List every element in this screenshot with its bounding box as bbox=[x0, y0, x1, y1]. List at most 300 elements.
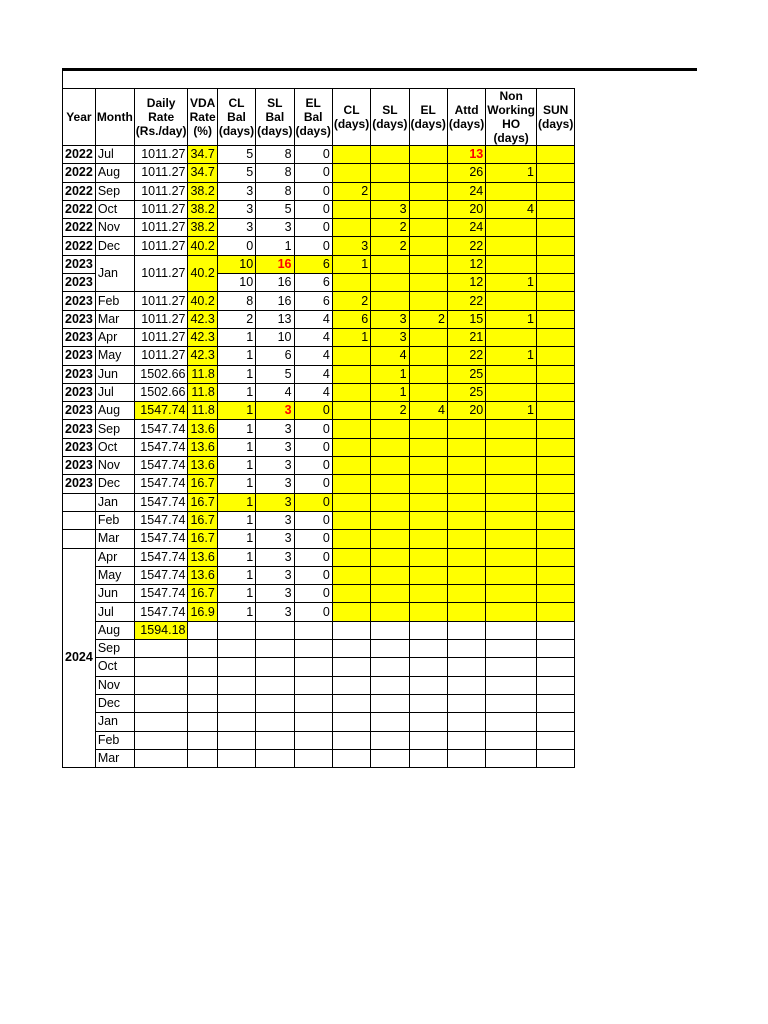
cell-elb: 0 bbox=[294, 237, 332, 255]
cell-sun bbox=[537, 146, 575, 164]
cell-sl: 1 bbox=[371, 383, 409, 401]
cell-clb: 1 bbox=[217, 603, 255, 621]
table-row bbox=[63, 146, 575, 164]
cell-clb: 5 bbox=[217, 164, 255, 182]
header-row bbox=[63, 89, 575, 146]
cell-month: Apr bbox=[95, 328, 134, 346]
cell-cl bbox=[332, 420, 370, 438]
cell-slb: 10 bbox=[256, 328, 294, 346]
cell-attd bbox=[447, 731, 485, 749]
cell-month: Sep bbox=[95, 182, 134, 200]
table-row bbox=[63, 566, 575, 584]
table-row bbox=[63, 676, 575, 694]
cell-el bbox=[409, 328, 447, 346]
cell-attd bbox=[447, 621, 485, 639]
header-sun: SUN (days) bbox=[537, 89, 575, 146]
cell-sl bbox=[371, 640, 409, 658]
cell-rate: 1011.27 bbox=[134, 219, 188, 237]
cell-slb: 6 bbox=[256, 347, 294, 365]
cell-slb: 8 bbox=[256, 146, 294, 164]
cell-sun bbox=[537, 237, 575, 255]
cell-rate bbox=[134, 749, 188, 767]
cell-month: Jan bbox=[95, 493, 134, 511]
cell-vda: 13.6 bbox=[188, 457, 217, 475]
table-row bbox=[63, 200, 575, 218]
cell-rate bbox=[134, 658, 188, 676]
cell-vda: 16.7 bbox=[188, 511, 217, 529]
table-row bbox=[63, 237, 575, 255]
cell-elb: 0 bbox=[294, 475, 332, 493]
cell-cl bbox=[332, 164, 370, 182]
table-row bbox=[63, 493, 575, 511]
cell-clb: 1 bbox=[217, 328, 255, 346]
cell-attd bbox=[447, 585, 485, 603]
cell-el bbox=[409, 457, 447, 475]
header-vda-rate: VDA Rate (%) bbox=[188, 89, 217, 146]
cell-attd bbox=[447, 475, 485, 493]
cell-month: Oct bbox=[95, 438, 134, 456]
cell-attd bbox=[447, 658, 485, 676]
cell-rate: 1011.27 bbox=[134, 292, 188, 310]
table-row bbox=[63, 420, 575, 438]
cell-sun bbox=[537, 420, 575, 438]
cell-elb: 4 bbox=[294, 328, 332, 346]
cell-cl bbox=[332, 731, 370, 749]
cell-nwh: 4 bbox=[486, 200, 537, 218]
cell-sun bbox=[537, 328, 575, 346]
cell-cl: 1 bbox=[332, 255, 370, 273]
cell-clb bbox=[217, 694, 255, 712]
cell-slb: 5 bbox=[256, 365, 294, 383]
cell-clb: 1 bbox=[217, 585, 255, 603]
cell-clb bbox=[217, 676, 255, 694]
cell-month: May bbox=[95, 347, 134, 365]
cell-elb bbox=[294, 676, 332, 694]
cell-clb: 1 bbox=[217, 347, 255, 365]
cell-nwh bbox=[486, 694, 537, 712]
cell-sun bbox=[537, 310, 575, 328]
cell-rate: 1011.27 bbox=[134, 347, 188, 365]
cell-el bbox=[409, 438, 447, 456]
cell-sl bbox=[371, 475, 409, 493]
cell-nwh bbox=[486, 731, 537, 749]
cell-slb: 3 bbox=[256, 457, 294, 475]
cell-cl bbox=[332, 402, 370, 420]
cell-cl: 2 bbox=[332, 182, 370, 200]
table-row bbox=[63, 713, 575, 731]
cell-year: 2023 bbox=[63, 383, 96, 401]
cell-vda bbox=[188, 676, 217, 694]
cell-nwh bbox=[486, 365, 537, 383]
cell-slb: 3 bbox=[256, 566, 294, 584]
cell-vda: 42.3 bbox=[188, 310, 217, 328]
cell-nwh bbox=[486, 713, 537, 731]
cell-el bbox=[409, 713, 447, 731]
cell-sun bbox=[537, 713, 575, 731]
cell-slb: 16 bbox=[256, 274, 294, 292]
cell-vda: 38.2 bbox=[188, 219, 217, 237]
cell-month: Jan bbox=[95, 713, 134, 731]
cell-nwh bbox=[486, 420, 537, 438]
cell-cl bbox=[332, 438, 370, 456]
table-row bbox=[63, 310, 575, 328]
cell-attd: 25 bbox=[447, 383, 485, 401]
cell-month: Jan bbox=[95, 255, 134, 292]
cell-elb: 6 bbox=[294, 292, 332, 310]
cell-sl bbox=[371, 292, 409, 310]
cell-slb: 3 bbox=[256, 493, 294, 511]
cell-sun bbox=[537, 548, 575, 566]
cell-slb: 3 bbox=[256, 511, 294, 529]
cell-clb: 10 bbox=[217, 255, 255, 273]
cell-sun bbox=[537, 585, 575, 603]
cell-year: 2022 bbox=[63, 200, 96, 218]
cell-elb: 0 bbox=[294, 511, 332, 529]
cell-el bbox=[409, 530, 447, 548]
cell-clb: 1 bbox=[217, 548, 255, 566]
cell-clb: 2 bbox=[217, 310, 255, 328]
cell-clb: 1 bbox=[217, 475, 255, 493]
cell-year: 2023 bbox=[63, 420, 96, 438]
table-row bbox=[63, 621, 575, 639]
cell-el bbox=[409, 274, 447, 292]
cell-month: Feb bbox=[95, 511, 134, 529]
cell-el bbox=[409, 676, 447, 694]
header-attd: Attd (days) bbox=[447, 89, 485, 146]
cell-slb bbox=[256, 749, 294, 767]
cell-slb: 3 bbox=[256, 219, 294, 237]
table-row bbox=[63, 585, 575, 603]
cell-rate: 1011.27 bbox=[134, 237, 188, 255]
cell-sun bbox=[537, 493, 575, 511]
cell-nwh bbox=[486, 493, 537, 511]
cell-cl bbox=[332, 365, 370, 383]
cell-rate: 1547.74 bbox=[134, 475, 188, 493]
cell-attd bbox=[447, 640, 485, 658]
cell-nwh: 1 bbox=[486, 347, 537, 365]
cell-sun bbox=[537, 182, 575, 200]
cell-elb: 0 bbox=[294, 530, 332, 548]
cell-vda bbox=[188, 731, 217, 749]
cell-elb: 0 bbox=[294, 457, 332, 475]
cell-sl: 2 bbox=[371, 219, 409, 237]
cell-nwh bbox=[486, 438, 537, 456]
cell-vda: 11.8 bbox=[188, 402, 217, 420]
cell-month: Apr bbox=[95, 548, 134, 566]
cell-cl bbox=[332, 640, 370, 658]
cell-month: Aug bbox=[95, 621, 134, 639]
table-row bbox=[63, 402, 575, 420]
cell-sl bbox=[371, 694, 409, 712]
cell-nwh bbox=[486, 603, 537, 621]
cell-cl bbox=[332, 383, 370, 401]
cell-elb: 0 bbox=[294, 585, 332, 603]
cell-nwh bbox=[486, 383, 537, 401]
cell-rate: 1502.66 bbox=[134, 383, 188, 401]
cell-sl bbox=[371, 731, 409, 749]
cell-sl bbox=[371, 274, 409, 292]
cell-attd bbox=[447, 713, 485, 731]
cell-slb: 8 bbox=[256, 164, 294, 182]
cell-vda: 13.6 bbox=[188, 566, 217, 584]
cell-el bbox=[409, 548, 447, 566]
cell-el bbox=[409, 200, 447, 218]
cell-clb: 0 bbox=[217, 237, 255, 255]
cell-month: Oct bbox=[95, 200, 134, 218]
cell-rate: 1011.27 bbox=[134, 310, 188, 328]
cell-cl bbox=[332, 493, 370, 511]
cell-sl: 3 bbox=[371, 310, 409, 328]
cell-elb: 0 bbox=[294, 548, 332, 566]
cell-vda: 42.3 bbox=[188, 328, 217, 346]
cell-elb: 6 bbox=[294, 255, 332, 273]
cell-vda: 42.3 bbox=[188, 347, 217, 365]
cell-vda bbox=[188, 640, 217, 658]
cell-year: 2023 bbox=[63, 457, 96, 475]
cell-slb bbox=[256, 640, 294, 658]
cell-attd: 21 bbox=[447, 328, 485, 346]
cell-sun bbox=[537, 511, 575, 529]
cell-el bbox=[409, 731, 447, 749]
cell-sun bbox=[537, 219, 575, 237]
cell-cl bbox=[332, 274, 370, 292]
cell-nwh bbox=[486, 585, 537, 603]
cell-elb: 4 bbox=[294, 365, 332, 383]
title-bar bbox=[62, 68, 697, 88]
cell-sl: 1 bbox=[371, 365, 409, 383]
cell-nwh bbox=[486, 475, 537, 493]
cell-clb: 1 bbox=[217, 420, 255, 438]
cell-el bbox=[409, 164, 447, 182]
cell-sl: 3 bbox=[371, 200, 409, 218]
cell-elb: 4 bbox=[294, 347, 332, 365]
cell-attd bbox=[447, 749, 485, 767]
cell-clb: 1 bbox=[217, 402, 255, 420]
cell-nwh: 1 bbox=[486, 164, 537, 182]
cell-month: Jul bbox=[95, 383, 134, 401]
cell-year: 2023 bbox=[63, 347, 96, 365]
cell-nwh bbox=[486, 511, 537, 529]
header-non-working-ho: Non Working HO (days) bbox=[487, 89, 536, 145]
cell-year: 2022 bbox=[63, 182, 96, 200]
cell-el bbox=[409, 182, 447, 200]
cell-cl: 1 bbox=[332, 328, 370, 346]
cell-month: Dec bbox=[95, 475, 134, 493]
cell-rate: 1547.74 bbox=[134, 548, 188, 566]
cell-sl: 4 bbox=[371, 347, 409, 365]
cell-month: Mar bbox=[95, 530, 134, 548]
cell-attd bbox=[447, 694, 485, 712]
cell-cl bbox=[332, 585, 370, 603]
cell-rate: 1547.74 bbox=[134, 566, 188, 584]
header-year: Year bbox=[63, 89, 96, 146]
cell-slb: 3 bbox=[256, 420, 294, 438]
cell-el bbox=[409, 146, 447, 164]
cell-vda bbox=[188, 713, 217, 731]
cell-vda: 13.6 bbox=[188, 438, 217, 456]
cell-rate bbox=[134, 713, 188, 731]
header-sl: SL (days) bbox=[371, 89, 409, 146]
cell-vda bbox=[188, 694, 217, 712]
cell-slb: 3 bbox=[256, 603, 294, 621]
cell-sun bbox=[537, 383, 575, 401]
cell-elb: 0 bbox=[294, 200, 332, 218]
cell-month: Mar bbox=[95, 749, 134, 767]
cell-vda: 38.2 bbox=[188, 182, 217, 200]
cell-attd bbox=[447, 603, 485, 621]
cell-el bbox=[409, 237, 447, 255]
cell-vda: 16.7 bbox=[188, 530, 217, 548]
cell-slb: 3 bbox=[256, 475, 294, 493]
cell-sl bbox=[371, 713, 409, 731]
table-row bbox=[63, 640, 575, 658]
cell-elb: 4 bbox=[294, 310, 332, 328]
cell-clb bbox=[217, 640, 255, 658]
cell-slb bbox=[256, 658, 294, 676]
cell-cl bbox=[332, 347, 370, 365]
cell-nwh bbox=[486, 640, 537, 658]
cell-year: 2023 bbox=[63, 292, 96, 310]
cell-slb: 16 bbox=[256, 292, 294, 310]
cell-attd: 13 bbox=[447, 146, 485, 164]
cell-sun bbox=[537, 274, 575, 292]
cell-nwh bbox=[486, 676, 537, 694]
cell-el bbox=[409, 511, 447, 529]
cell-rate bbox=[134, 676, 188, 694]
cell-rate: 1011.27 bbox=[134, 255, 188, 292]
cell-rate: 1547.74 bbox=[134, 603, 188, 621]
cell-el: 2 bbox=[409, 310, 447, 328]
cell-clb: 1 bbox=[217, 511, 255, 529]
cell-elb bbox=[294, 694, 332, 712]
table-row bbox=[63, 365, 575, 383]
table-row bbox=[63, 511, 575, 529]
cell-cl: 2 bbox=[332, 292, 370, 310]
cell-el bbox=[409, 383, 447, 401]
cell-month: Jun bbox=[95, 585, 134, 603]
cell-sun bbox=[537, 457, 575, 475]
cell-sun bbox=[537, 347, 575, 365]
cell-attd bbox=[447, 457, 485, 475]
table-row bbox=[63, 182, 575, 200]
cell-attd bbox=[447, 438, 485, 456]
table-row bbox=[63, 658, 575, 676]
cell-vda: 16.7 bbox=[188, 475, 217, 493]
cell-cl bbox=[332, 694, 370, 712]
cell-month: Sep bbox=[95, 640, 134, 658]
cell-rate: 1547.74 bbox=[134, 585, 188, 603]
cell-sun bbox=[537, 640, 575, 658]
cell-el bbox=[409, 493, 447, 511]
table-row bbox=[63, 749, 575, 767]
cell-attd: 24 bbox=[447, 219, 485, 237]
cell-elb: 0 bbox=[294, 420, 332, 438]
table-row bbox=[63, 383, 575, 401]
cell-nwh bbox=[486, 566, 537, 584]
cell-sun bbox=[537, 694, 575, 712]
cell-el bbox=[409, 585, 447, 603]
cell-el bbox=[409, 566, 447, 584]
cell-rate: 1011.27 bbox=[134, 182, 188, 200]
cell-sun bbox=[537, 603, 575, 621]
cell-el bbox=[409, 475, 447, 493]
cell-sl bbox=[371, 603, 409, 621]
cell-attd: 12 bbox=[447, 255, 485, 273]
cell-slb: 5 bbox=[256, 200, 294, 218]
cell-sun bbox=[537, 475, 575, 493]
table-row bbox=[63, 255, 575, 273]
cell-nwh: 1 bbox=[486, 402, 537, 420]
header-daily-rate: Daily Rate (Rs./day) bbox=[134, 89, 188, 146]
table-row bbox=[63, 530, 575, 548]
cell-vda bbox=[188, 658, 217, 676]
cell-el bbox=[409, 658, 447, 676]
cell-rate: 1547.74 bbox=[134, 457, 188, 475]
cell-attd bbox=[447, 493, 485, 511]
cell-sl bbox=[371, 530, 409, 548]
cell-slb bbox=[256, 676, 294, 694]
table-row bbox=[63, 694, 575, 712]
cell-clb: 8 bbox=[217, 292, 255, 310]
cell-nwh bbox=[486, 146, 537, 164]
cell-sl bbox=[371, 658, 409, 676]
cell-el bbox=[409, 640, 447, 658]
cell-nwh bbox=[486, 328, 537, 346]
cell-sun bbox=[537, 200, 575, 218]
cell-clb bbox=[217, 749, 255, 767]
cell-el bbox=[409, 621, 447, 639]
cell-el bbox=[409, 255, 447, 273]
cell-cl bbox=[332, 146, 370, 164]
cell-cl bbox=[332, 713, 370, 731]
cell-rate: 1011.27 bbox=[134, 146, 188, 164]
table-row bbox=[63, 347, 575, 365]
cell-month: Nov bbox=[95, 676, 134, 694]
cell-slb: 8 bbox=[256, 182, 294, 200]
cell-elb: 4 bbox=[294, 383, 332, 401]
cell-nwh: 1 bbox=[486, 274, 537, 292]
cell-nwh bbox=[486, 749, 537, 767]
cell-attd: 20 bbox=[447, 402, 485, 420]
cell-nwh bbox=[486, 292, 537, 310]
cell-year: 2022 bbox=[63, 237, 96, 255]
cell-sl bbox=[371, 585, 409, 603]
cell-month: Dec bbox=[95, 237, 134, 255]
cell-cl bbox=[332, 457, 370, 475]
cell-sun bbox=[537, 731, 575, 749]
table-row bbox=[63, 438, 575, 456]
cell-month: Dec bbox=[95, 694, 134, 712]
cell-sl bbox=[371, 438, 409, 456]
cell-clb bbox=[217, 621, 255, 639]
cell-sun bbox=[537, 621, 575, 639]
cell-year: 2023 bbox=[63, 255, 96, 273]
header-el: EL (days) bbox=[409, 89, 447, 146]
cell-elb bbox=[294, 749, 332, 767]
cell-vda: 13.6 bbox=[188, 420, 217, 438]
cell-sl bbox=[371, 164, 409, 182]
cell-elb: 0 bbox=[294, 438, 332, 456]
cell-month: Jul bbox=[95, 146, 134, 164]
cell-attd bbox=[447, 511, 485, 529]
cell-month: Jun bbox=[95, 365, 134, 383]
cell-elb: 0 bbox=[294, 164, 332, 182]
cell-year: 2023 bbox=[63, 402, 96, 420]
cell-elb bbox=[294, 731, 332, 749]
cell-sl bbox=[371, 548, 409, 566]
cell-vda: 16.9 bbox=[188, 603, 217, 621]
cell-el bbox=[409, 749, 447, 767]
